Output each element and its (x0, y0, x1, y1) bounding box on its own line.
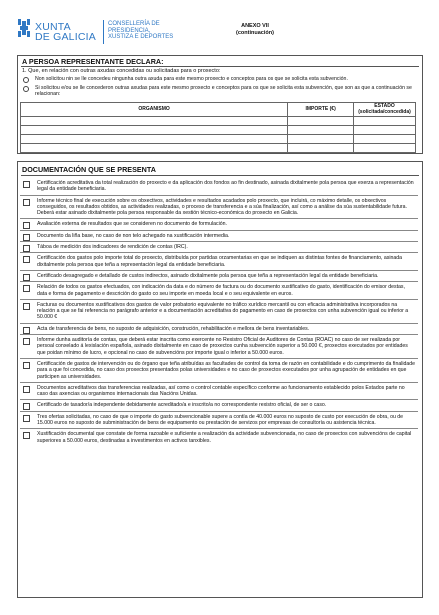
list-item (20, 323, 418, 334)
table-row (21, 135, 416, 144)
document-label: Acta de transferencia de bens, no suposto de adquisición, construción, rehabilitación e mellora de bens inventariables. (37, 325, 310, 332)
documents-list (20, 178, 418, 446)
list-item (20, 241, 418, 252)
list-item (20, 281, 418, 299)
section-title: A PERSOA REPRESENTANTE DECLARA: (22, 57, 164, 66)
document-label: Táboa de medición dos indicadores de rendición de contas (IRC). (37, 244, 188, 251)
dept-line-1: CONSELLERÍA DE (108, 21, 160, 27)
importe-cell[interactable] (288, 126, 354, 135)
document-label: Certificación dos gastos polo importe total do proxecto, distribuída por partidas orzamentarias en que se indiquen as distintas fontes de financiamento, asinada dixitalmente pola persoa que teña a representación legal da entidade beneficiaria. (37, 255, 403, 268)
document-label: Certificado desagregado e detallado de custos indirectos, asinado dixitalmente pola persoa que teña a representación legal da entidade beneficiaria. (37, 272, 379, 279)
list-item (20, 230, 418, 241)
document-label: Avaliación externa de resultados que se consideren no documento de formulación. (37, 221, 227, 228)
table-header-row (21, 103, 416, 117)
document-checkbox[interactable] (23, 303, 30, 310)
dept-line-2: PRESIDENCIA, (108, 27, 151, 34)
estado-cell[interactable] (354, 144, 416, 153)
document-checkbox[interactable] (23, 415, 30, 422)
organismo-cell[interactable] (21, 144, 288, 153)
list-item (20, 334, 418, 358)
document-checkbox[interactable] (23, 362, 30, 369)
organismo-cell[interactable] (21, 135, 288, 144)
page-header (0, 0, 439, 52)
other-aid-table (20, 102, 416, 153)
radio-other-aid[interactable] (23, 86, 29, 92)
list-item (20, 358, 418, 382)
representative-declaration-section (17, 55, 423, 154)
section-divider (21, 66, 419, 67)
estado-cell[interactable] (354, 126, 416, 135)
document-checkbox[interactable] (23, 338, 30, 345)
document-checkbox[interactable] (23, 256, 30, 263)
document-checkbox[interactable] (23, 222, 30, 229)
annex-heading (210, 23, 300, 37)
document-label: Documentos acreditativos das transferencias realizadas, así como o control contable específico conforme ao funcionamento establecido polos Estados parte no caso das axencias ou organismos internacionais das Nacións Unidas. (37, 384, 405, 398)
logo-line-2: DE GALICIA (35, 31, 96, 43)
list-item (20, 428, 418, 446)
list-item (20, 195, 418, 219)
document-label: Documento da liña base, no caso de non telo achegado na xustificación intermedia. (37, 232, 230, 239)
document-label: Facturas ou documentos xustificativos dos gastos de valor probatorio equivalente no tráfico xurídico mercantil ou con eficacia administrativa incorporados na relación a que se fai referencia no parágrafo anterior e a documentación acreditativa do pagamento en caso de proxectos con unha subvención igual ou inferior a 50.000 € (37, 301, 409, 321)
estado-cell[interactable] (354, 135, 416, 144)
list-item (20, 382, 418, 400)
document-checkbox[interactable] (23, 432, 30, 439)
organismo-cell[interactable] (21, 117, 288, 126)
organismo-cell[interactable] (21, 126, 288, 135)
importe-cell[interactable] (288, 144, 354, 153)
table-row (21, 117, 416, 126)
radio-no-other-aid[interactable] (23, 77, 29, 83)
document-checkbox[interactable] (23, 285, 30, 292)
document-checkbox[interactable] (23, 181, 30, 188)
col-estado: ESTADO (solicitada/concedida) (354, 103, 416, 117)
department-name (108, 21, 173, 41)
document-label: Certificación de gastos de intervención ou do órgano que teña atribuídas as facultades de control da toma de razón en contabilidade e do cumprimento da finalidade para a que foi concedida, no caso dos proxectos presentados polas universidades e no caso de proxectos executados por unha agrupación de entidades en que participen as universidades. (37, 360, 416, 380)
col-organismo: ORGANISMO (21, 103, 288, 117)
xunta-logo-text (35, 22, 96, 42)
importe-cell[interactable] (288, 135, 354, 144)
xunta-logo-icon (18, 19, 30, 37)
documentation-section (17, 161, 423, 598)
document-checkbox[interactable] (23, 245, 30, 252)
document-checkbox[interactable] (23, 234, 30, 241)
document-label: Certificación acreditativa da total realización do proxecto e da aplicación dos fondos ao fin destinado, asinada dixitalmente pola persoa que exerza a representación legal da entidade beneficiaria. (37, 180, 414, 193)
document-checkbox[interactable] (23, 274, 30, 281)
importe-cell[interactable] (288, 117, 354, 126)
section-divider (21, 175, 419, 176)
estado-cell[interactable] (354, 117, 416, 126)
logo-line-1: XUNTA (35, 21, 71, 33)
list-item (20, 178, 418, 195)
col-importe: IMPORTE (€) (288, 103, 354, 117)
list-item (20, 299, 418, 323)
section-title: DOCUMENTACIÓN QUE SE PRESENTA (22, 165, 156, 174)
document-checkbox[interactable] (23, 327, 30, 334)
document-checkbox[interactable] (23, 199, 30, 206)
list-item (20, 399, 418, 410)
annex-subtitle: (continuación) (236, 30, 274, 36)
list-item (20, 270, 418, 281)
list-item (20, 218, 418, 229)
list-item (20, 252, 418, 270)
dept-line-3: XUSTIZA E DEPORTES (108, 34, 174, 41)
document-label: Relación de todos os gastos efectuados, con indicación da data e do número de factura ou do documento xustificativo do gasto, identificación do emisor destas, data e forma de pagamento e descrición do gasto co seu importe en moeda local e o seu equivalente en euros. (37, 284, 405, 297)
logo-divider (103, 20, 104, 44)
document-label: Tres ofertas solicitadas, no caso de que o importe do gasto subvencionable supere a contía de 40.000 euros no suposto de custo por execución de obra, ou de 15.000 euros no suposto de subministración de bens de equipamento ou prestación de servizos por empresas de consultoría ou asistencia técnica. (37, 413, 404, 427)
option-other-aid: Si solicitou e/ou se lle concederon outras axudas para este mesmo proxecto e conceptos para os que se solicita esta subvención, que son as que a continuación se relacionan: (35, 85, 412, 98)
document-label: Certificado de taxador/a independente debidamente acreditado/a e inscrito/a no correspondente rexistro oficial, de ser o caso. (37, 402, 327, 409)
option-no-other-aid: Non solicitou nin se lle concedeu ningunha outra axuda para este mesmo proxecto e conceptos para os que se solicita esta subvención. (35, 76, 348, 82)
document-checkbox[interactable] (23, 403, 30, 410)
document-label: Xustificación documental que constate de forma razoable e suficiente a realización da actividade subvencionada, no caso de proxectos con subvencións de capital superiores a 50.000 euros, destinadas a investimentos en activos tanxibles. (37, 431, 412, 444)
table-row (21, 126, 416, 135)
annex-title: ANEXO VII (241, 23, 269, 29)
list-item (20, 411, 418, 429)
document-label: Informe dunha auditoría de contas, que deberá estar inscrita como exercente no Rexistro Oficial de Auditores de Contas (ROAC) no caso de ser realizada por persoal conxelado á lexislación española, asinado dixitalmente en caso de proxectos cunha subvención superior a 50.000 €, proxectos executados por entidades que poidan mínimo de lucro, e opcional no caso de subvencións por importe igual o inferior a 50.000 euros. (37, 337, 408, 356)
declaration-question: 1. Que, en relación con outras axudas concedidas ou solicitadas para o proxecto: (22, 68, 221, 74)
document-label: Informe técnico final de execución sobre os obxectivos, actividades e resultados acadados polo proxecto, que incluirá, co máximo detalle, os obxectivos conseguidos, os resultados obtidos, as actividades realizadas, o proceso de transferencia e a súa finalización, así como a análise da súa sustentabilidade futura. Deberá estar asinado dixitalmente pola persoa responsable da xestión técnico-económica do proxecto en Galicia. (37, 197, 407, 217)
table-row (21, 144, 416, 153)
document-checkbox[interactable] (23, 386, 30, 393)
